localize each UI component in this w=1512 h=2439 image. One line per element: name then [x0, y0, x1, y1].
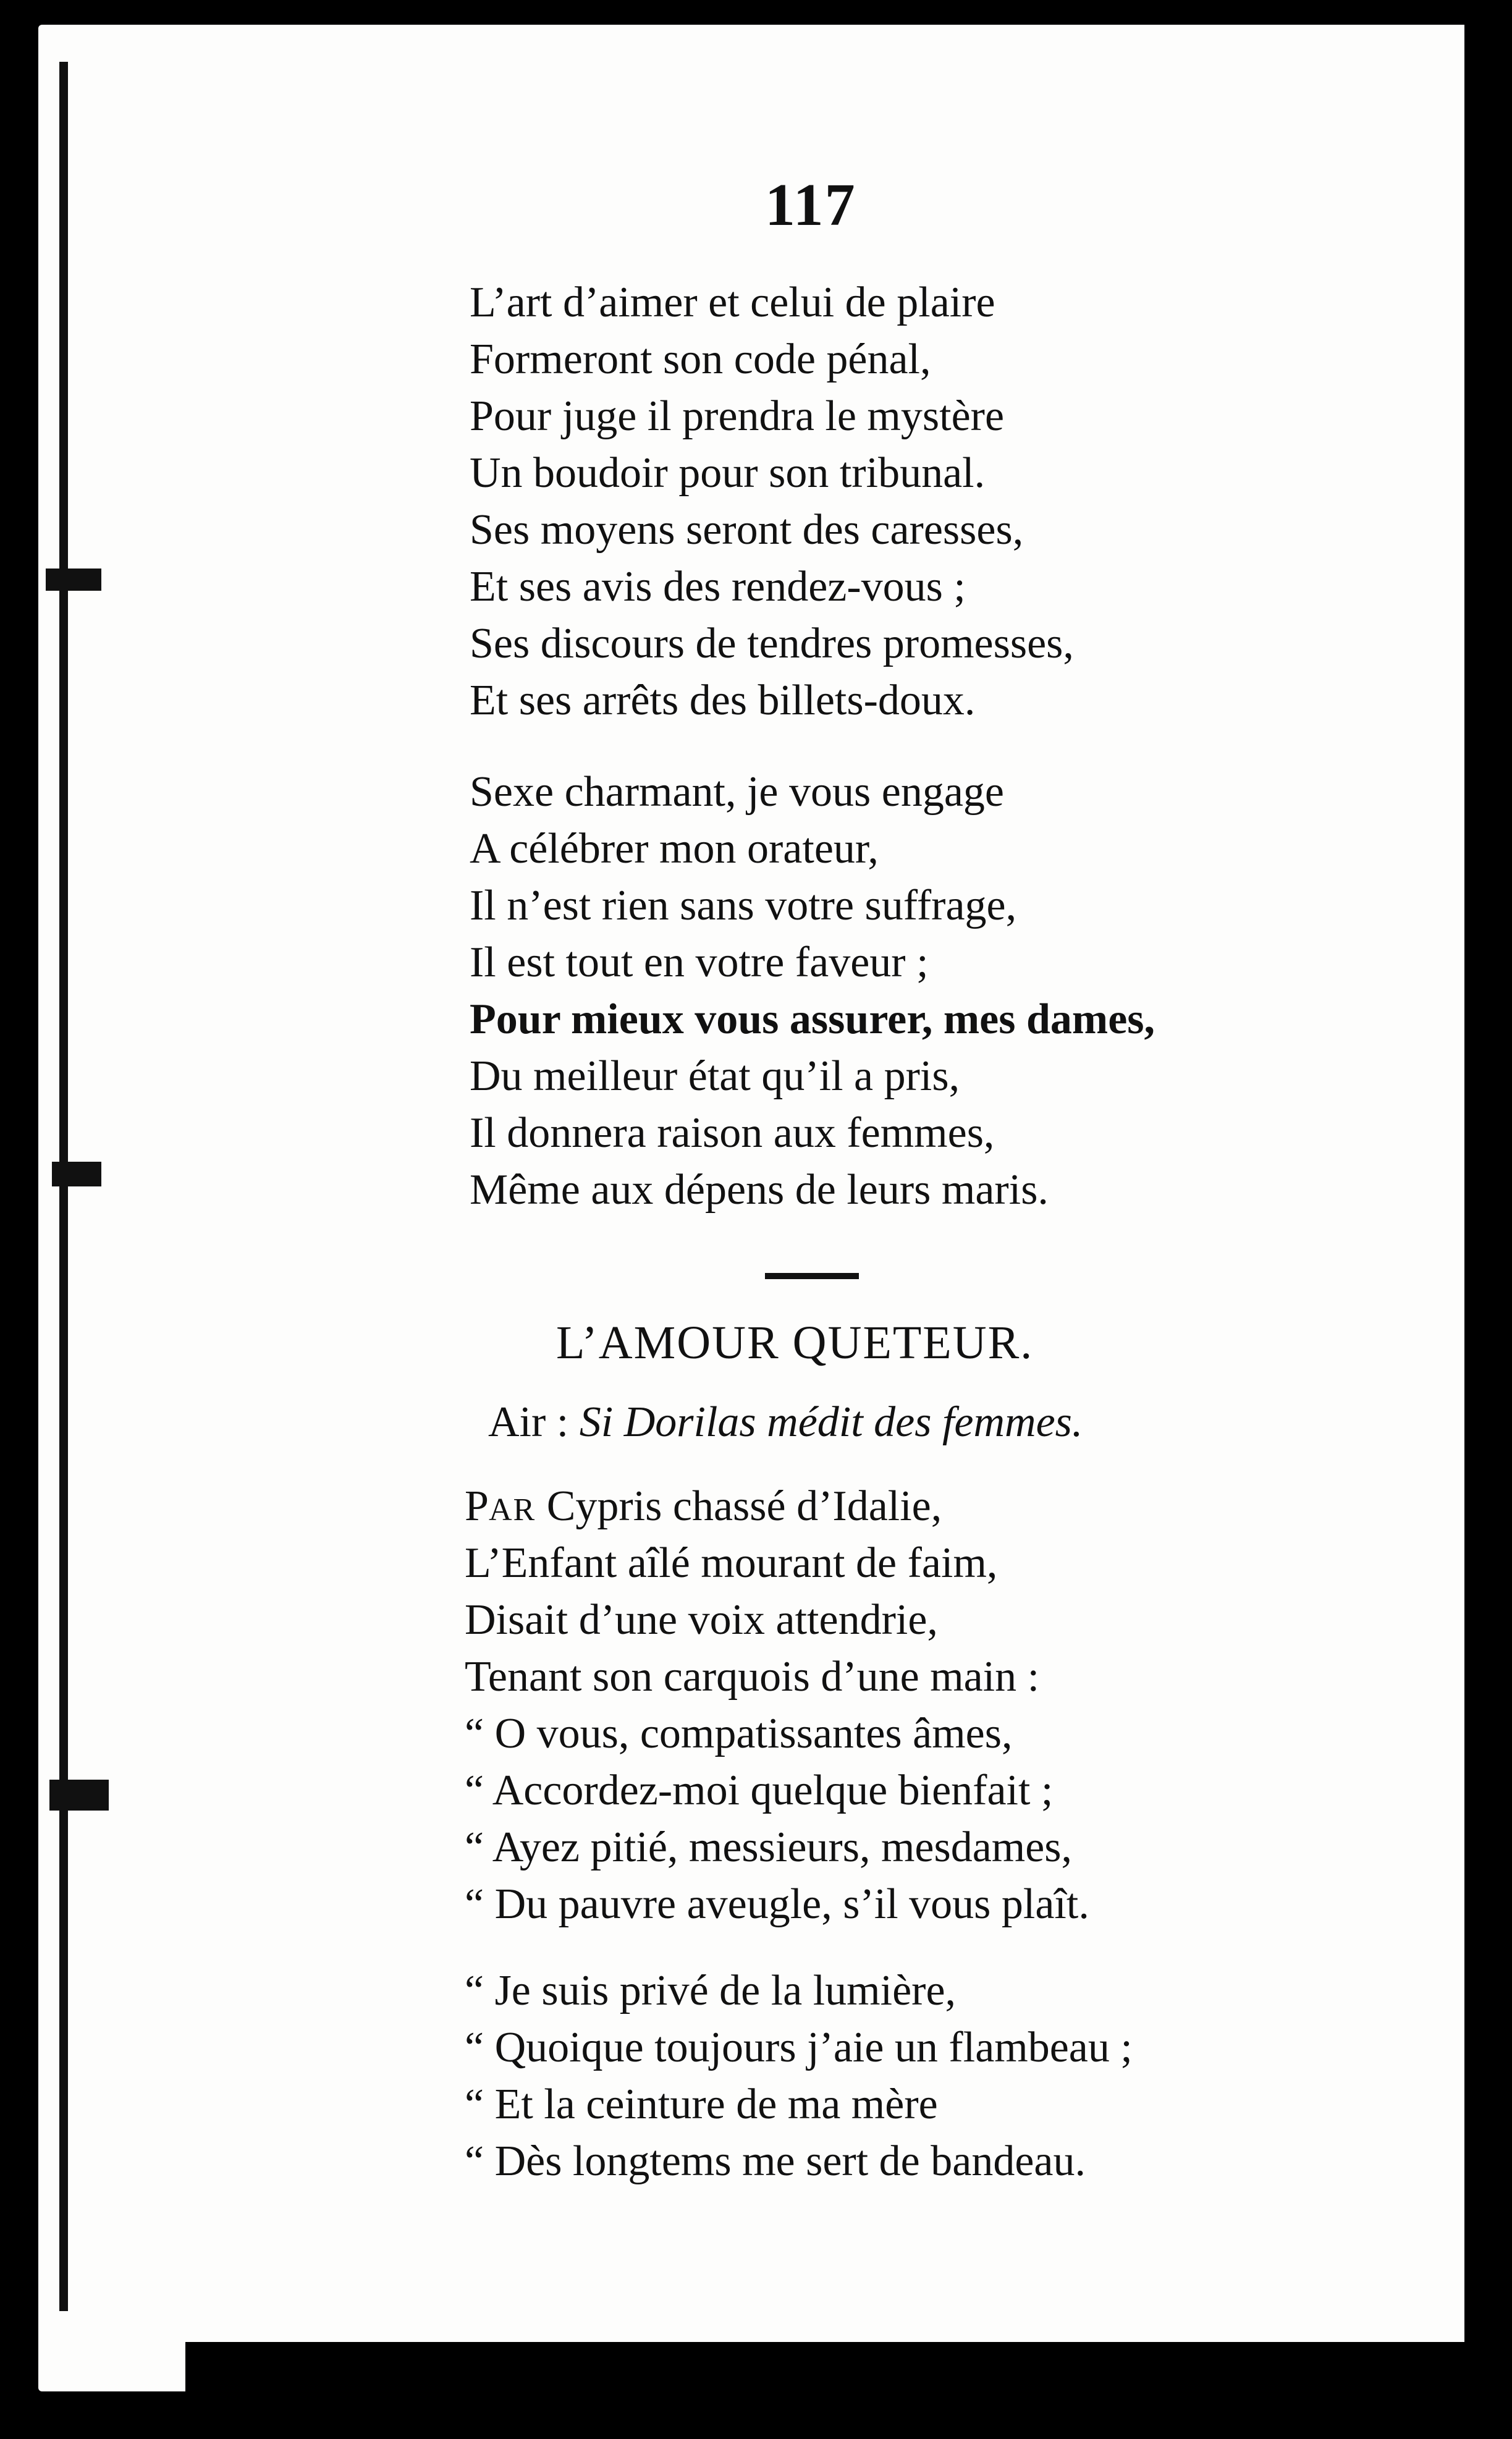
- scan-border-bottom: [185, 2342, 1495, 2398]
- verse-line: Du meilleur état qu’il a pris,: [470, 1052, 960, 1100]
- verse-line: Disait d’une voix attendrie,: [465, 1596, 938, 1644]
- verse-line: Et ses arrêts des billets-doux.: [470, 677, 976, 724]
- tune-indication: [488, 1398, 1083, 1447]
- binding-mark: [46, 569, 101, 591]
- verse-line: Il n’est rien sans votre suffrage,: [470, 882, 1017, 929]
- verse-line: L’Enfant aîlé mourant de faim,: [465, 1539, 998, 1587]
- verse-line: “ Ayez pitié, messieurs, mesdames,: [465, 1824, 1073, 1871]
- verse-line: Il est tout en votre faveur ;: [470, 939, 929, 986]
- stanza-1: [470, 274, 1074, 729]
- verse-line: “ Du pauvre aveugle, s’il vous plaît.: [465, 1880, 1089, 1928]
- verse-line: “ Dès longtems me sert de bandeau.: [465, 2137, 1086, 2185]
- verse-line: Sexe charmant, je vous engage: [470, 768, 1004, 816]
- verse-line: L’art d’aimer et celui de plaire: [470, 279, 995, 326]
- verse-line: Un boudoir pour son tribunal.: [470, 449, 986, 497]
- verse-line: “ Accordez-moi quelque bienfait ;: [465, 1767, 1054, 1814]
- scan-border-right: [1464, 0, 1512, 2439]
- verse-line: Ses moyens seront des caresses,: [470, 506, 1024, 554]
- verse-line: Et ses avis des rendez-vous ;: [470, 563, 966, 611]
- drop-initial: P: [465, 1482, 489, 1530]
- verse-line-first: [465, 1478, 1089, 1535]
- verse-line: “ O vous, compatissantes âmes,: [465, 1710, 1013, 1757]
- stanza-3: [465, 1478, 1089, 1933]
- verse-line: A célébrer mon orateur,: [470, 825, 879, 873]
- stanza-2: [470, 764, 1155, 1219]
- binding-mark: [49, 1780, 109, 1811]
- small-caps-rest: AR: [488, 1492, 536, 1528]
- page-number: 117: [765, 172, 856, 239]
- stanza-4: [465, 1963, 1133, 2190]
- air-prefix: Air :: [488, 1398, 580, 1446]
- verse-line: Ses discours de tendres promesses,: [470, 620, 1074, 667]
- air-tune: Si Dorilas médit des femmes.: [579, 1398, 1083, 1446]
- verse-line: “ Je suis privé de la lumière,: [465, 1967, 957, 2014]
- verse-line: Il donnera raison aux femmes,: [470, 1109, 995, 1157]
- verse-line: Pour juge il prendra le mystère: [470, 392, 1005, 440]
- verse-line: Même aux dépens de leurs maris.: [470, 1166, 1049, 1214]
- verse-line: Pour mieux vous assurer, mes dames,: [470, 995, 1155, 1043]
- binding-mark: [52, 1162, 101, 1186]
- song-title: L’AMOUR QUETEUR.: [556, 1317, 1034, 1369]
- verse-line: Tenant son carquois d’une main :: [465, 1653, 1040, 1701]
- verse-line: Formeront son code pénal,: [470, 336, 931, 383]
- verse-line: “ Quoique toujours j’aie un flambeau ;: [465, 2024, 1133, 2071]
- first-line-text: Cypris chassé d’Idalie,: [536, 1482, 942, 1530]
- section-divider: [765, 1273, 859, 1279]
- binding-edge: [59, 62, 68, 2311]
- verse-line: “ Et la ceinture de ma mère: [465, 2081, 938, 2128]
